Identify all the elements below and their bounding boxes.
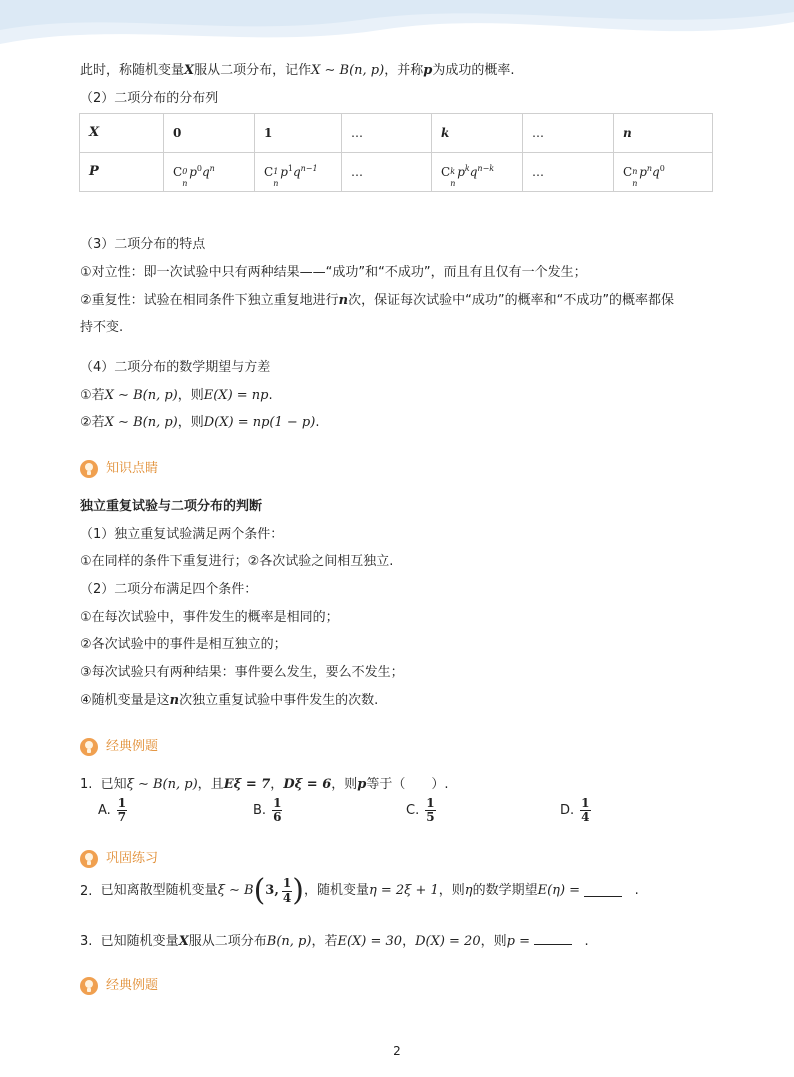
left-paren: ( bbox=[253, 873, 266, 908]
knowledge-line bbox=[80, 691, 378, 711]
example-section-header bbox=[80, 737, 158, 757]
math: X ∼ B(n, p) bbox=[104, 388, 178, 403]
text: . bbox=[584, 934, 589, 949]
text: 服从二项分布 bbox=[188, 934, 267, 949]
intro-text: ，并称 bbox=[384, 63, 424, 78]
var-x: X bbox=[178, 934, 189, 949]
knowledge-line: ①在同样的条件下重复进行；②各次试验之间相互独立. bbox=[80, 554, 394, 569]
text: 的数学期望 bbox=[472, 883, 538, 899]
denominator: 7 bbox=[117, 810, 127, 825]
sec4-item2 bbox=[80, 413, 319, 433]
table-cell: X bbox=[80, 114, 164, 153]
var-eta: η bbox=[464, 883, 473, 899]
text: . bbox=[634, 883, 639, 899]
table-cell: k bbox=[432, 114, 523, 153]
text: . bbox=[315, 415, 320, 430]
table-cell: n bbox=[614, 114, 713, 153]
lightbulb-icon bbox=[80, 738, 98, 756]
knowledge-section-header bbox=[80, 459, 158, 479]
text: ，且 bbox=[197, 777, 224, 792]
intro-text: 为成功的概率. bbox=[432, 63, 515, 78]
denominator: 4 bbox=[581, 810, 590, 825]
text: ②若 bbox=[80, 415, 105, 430]
text: 已知随机变量 bbox=[100, 934, 179, 949]
table-cell: 1 bbox=[255, 114, 342, 153]
header-wave-decoration bbox=[0, 0, 794, 56]
fraction bbox=[580, 797, 590, 824]
intro-line bbox=[80, 61, 514, 81]
option-c[interactable] bbox=[406, 797, 436, 824]
sec3-item2-cont: 持不变. bbox=[80, 320, 124, 335]
text: ，则 bbox=[480, 934, 507, 949]
practice-section-header bbox=[80, 849, 158, 869]
knowledge-bold-title: 独立重复试验与二项分布的判断 bbox=[80, 499, 263, 514]
text: ， bbox=[270, 777, 284, 792]
table-cell: P bbox=[80, 153, 164, 192]
math: ξ ∼ B(n, p) bbox=[126, 777, 198, 792]
math: E(X) = 30 bbox=[337, 934, 403, 949]
text: ，随机变量 bbox=[303, 883, 369, 899]
section-title: 知识点睛 bbox=[106, 461, 159, 477]
table-cell: 0 bbox=[164, 114, 255, 153]
option-d[interactable] bbox=[560, 797, 591, 824]
numerator: 1 bbox=[117, 796, 127, 810]
fraction bbox=[425, 797, 435, 824]
intro-text: 服从二项分布，记作 bbox=[194, 63, 312, 78]
text: 次独立重复试验中事件发生的次数. bbox=[179, 693, 379, 708]
table-row bbox=[80, 114, 713, 153]
page-number: 2 bbox=[393, 1044, 401, 1058]
intro-var-p: p bbox=[423, 63, 433, 78]
lightbulb-icon bbox=[80, 460, 98, 478]
table-cell: … bbox=[523, 114, 614, 153]
math: D(X) = 20 bbox=[415, 934, 481, 949]
numerator: 1 bbox=[426, 796, 435, 810]
text: 已知 bbox=[100, 777, 127, 792]
text: ， bbox=[402, 934, 416, 949]
text: ①若 bbox=[80, 388, 105, 403]
math: X ∼ B(n, p) bbox=[104, 415, 178, 430]
option-label: C. bbox=[406, 802, 420, 818]
text: ④随机变量是这 bbox=[80, 693, 170, 708]
text: 等于（ ）. bbox=[366, 777, 449, 792]
text: ，若 bbox=[311, 934, 338, 949]
intro-text: 此时，称随机变量 bbox=[80, 63, 185, 78]
table-cell: … bbox=[523, 153, 614, 192]
math: B(n, p) bbox=[266, 934, 312, 949]
numerator: 1 bbox=[273, 796, 282, 810]
question-1 bbox=[80, 775, 449, 795]
example-section-header bbox=[80, 976, 158, 996]
option-label: D. bbox=[560, 802, 575, 818]
math: E(η) = bbox=[537, 883, 581, 899]
var-p: p bbox=[357, 777, 367, 792]
lightbulb-icon bbox=[80, 850, 98, 868]
fraction bbox=[272, 797, 282, 824]
right-paren: ) bbox=[292, 873, 304, 908]
question-number: 3. bbox=[80, 934, 93, 949]
section-title: 经典例题 bbox=[106, 739, 159, 755]
sec2-heading: （2）二项分布的分布列 bbox=[80, 91, 219, 106]
sec4-heading: （4）二项分布的数学期望与方差 bbox=[80, 360, 271, 375]
intro-notation: X ∼ B(n, p) bbox=[311, 63, 385, 78]
text: 次，保证每次试验中“成功”的概率和“不成功”的概率都保 bbox=[348, 293, 675, 308]
math: Dξ = 6 bbox=[283, 777, 332, 792]
text: ，则 bbox=[331, 777, 358, 792]
sec3-item2 bbox=[80, 291, 674, 311]
text: ，则 bbox=[177, 415, 204, 430]
intro-var-x: X bbox=[184, 63, 195, 78]
var-n: n bbox=[338, 293, 349, 308]
answer-blank[interactable] bbox=[534, 933, 572, 945]
text: ，则 bbox=[177, 388, 204, 403]
section-title: 巩固练习 bbox=[106, 851, 159, 867]
table-cell-formula: C 1 n $p^1q^{n-1}$ bbox=[255, 153, 342, 192]
table-cell: … bbox=[342, 153, 432, 192]
table-cell-formula: C 0 n $p^0q^n$ bbox=[164, 153, 255, 192]
denominator: 6 bbox=[273, 810, 282, 825]
math: D(X) = np(1 − p) bbox=[203, 415, 316, 430]
knowledge-line: ③每次试验只有两种结果：事件要么发生，要么不发生； bbox=[80, 665, 404, 680]
math: E(X) = np bbox=[203, 388, 269, 403]
table-row bbox=[80, 153, 713, 192]
question-2 bbox=[80, 873, 639, 908]
table-cell-formula: C n n $p^nq^0$ bbox=[614, 153, 713, 192]
answer-blank[interactable] bbox=[584, 885, 622, 897]
denominator: 5 bbox=[426, 810, 435, 825]
text: 已知离散型随机变量 bbox=[100, 883, 218, 899]
distribution-table bbox=[79, 113, 713, 192]
math: p = bbox=[506, 934, 530, 949]
option-a[interactable] bbox=[98, 797, 127, 824]
option-label: A. bbox=[98, 802, 111, 818]
math: Eξ = 7 bbox=[223, 777, 271, 792]
math: η = 2ξ + 1 bbox=[368, 883, 439, 899]
lightbulb-icon bbox=[80, 977, 98, 995]
denominator: 4 bbox=[282, 890, 292, 905]
option-label: B. bbox=[253, 802, 267, 818]
text: . bbox=[268, 388, 273, 403]
math: 3, bbox=[265, 883, 279, 899]
question-number: 2. bbox=[80, 884, 93, 899]
text: ②重复性：试验在相同条件下独立重复地进行 bbox=[80, 293, 339, 308]
text: ，则 bbox=[438, 883, 465, 899]
knowledge-line: （2）二项分布满足四个条件： bbox=[80, 582, 258, 597]
numerator: 1 bbox=[282, 876, 292, 891]
numerator: 1 bbox=[581, 796, 590, 810]
var-n: n bbox=[169, 693, 180, 708]
sec3-heading: （3）二项分布的特点 bbox=[80, 237, 206, 252]
fraction bbox=[282, 877, 292, 904]
question-number: 1. bbox=[80, 777, 93, 792]
sec3-item1: ①对立性：即一次试验中只有两种结果——“成功”和“不成功”，而且有且仅有一个发生； bbox=[80, 265, 587, 280]
option-b[interactable] bbox=[253, 797, 282, 824]
sec4-item1 bbox=[80, 386, 273, 406]
table-cell-formula: C k n $p^kq^{n-k}$ bbox=[432, 153, 523, 192]
math: ξ ∼ B bbox=[217, 883, 254, 899]
knowledge-line: ②各次试验中的事件是相互独立的； bbox=[80, 637, 287, 652]
knowledge-line: ①在每次试验中，事件发生的概率是相同的； bbox=[80, 610, 339, 625]
fraction bbox=[117, 797, 127, 824]
table-cell: … bbox=[342, 114, 432, 153]
question-3 bbox=[80, 932, 589, 952]
section-title: 经典例题 bbox=[106, 978, 159, 994]
knowledge-line: （1）独立重复试验满足两个条件： bbox=[80, 527, 284, 542]
